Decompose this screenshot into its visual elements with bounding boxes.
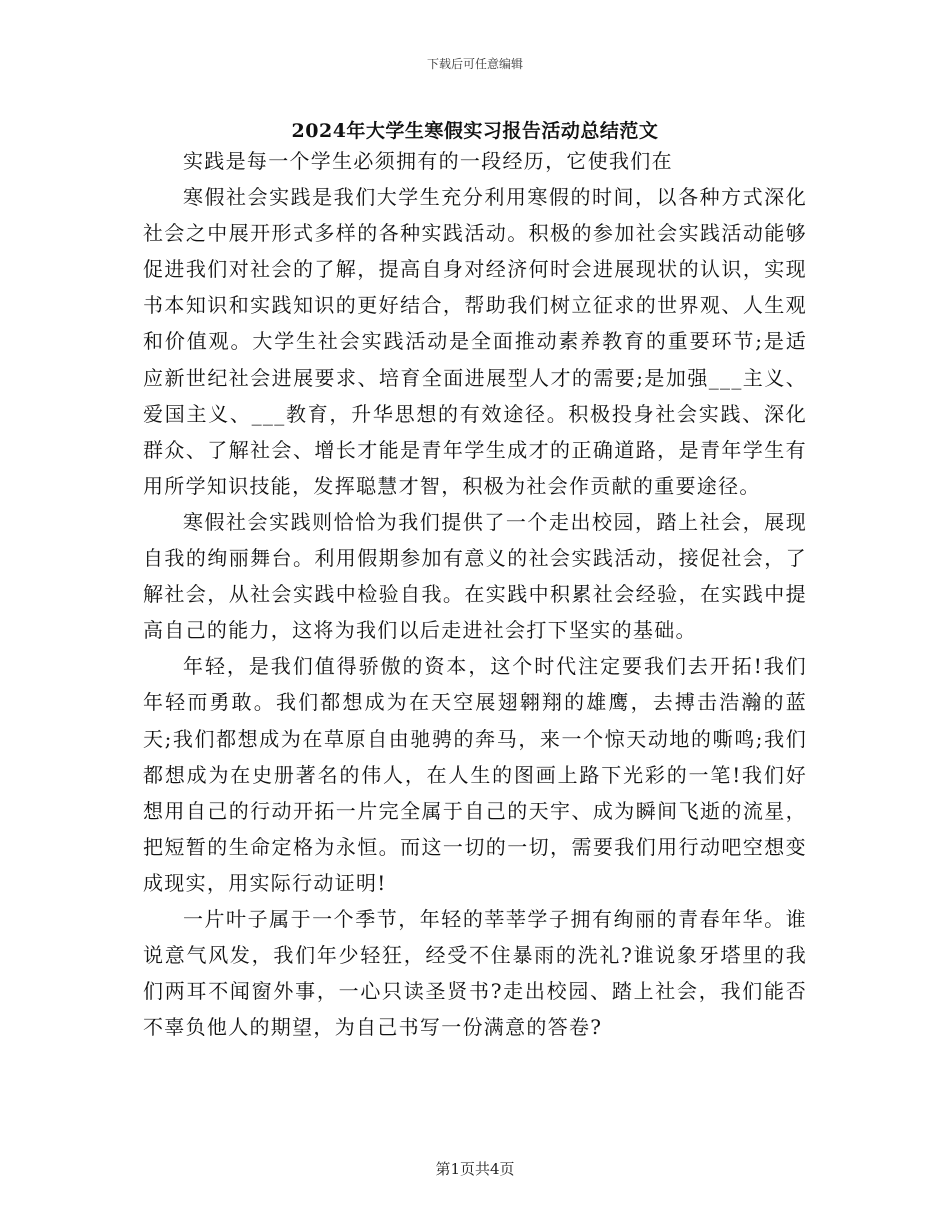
document-title: 2024年大学生寒假实习报告活动总结范文 [291, 120, 659, 142]
page-number: 第1页共4页 [435, 1160, 515, 1178]
paragraph: 寒假社会实践则恰恰为我们提供了一个走出校园，踏上社会，展现自我的绚丽舞台。利用假期参加有意义的社会实践活动，接促社会，了解社会，从社会实践中检验自我。在实践中积累社会经验，在实践中提高自己的能力，这将为我们以后走进社会打下坚实的基础。 [143, 509, 807, 643]
paragraph: 年轻，是我们值得骄傲的资本，这个时代注定要我们去开拓!我们年轻而勇敢。我们都想成为在天空展翅翱翔的雄鹰，去搏击浩瀚的蓝天;我们都想成为在草原自由驰骋的奔马，来一个惊天动地的嘶鸣;我们都想成为在史册著名的伟人，在人生的图画上路下光彩的一笔!我们好想用自己的行动开拓一片完全属于自己的天宇、成为瞬间飞逝的流星，把短暂的生命定格为永恒。而这一切的一切，需要我们用行动吧空想变成现实，用实际行动证明! [143, 654, 807, 895]
header-note: 下载后可任意编辑 [426, 57, 523, 71]
paragraph: 实践是每一个学生必须拥有的一段经历，它使我们在 [183, 149, 673, 173]
paragraph: 一片叶子属于一个季节，年轻的莘莘学子拥有绚丽的青春年华。谁说意气风发，我们年少轻狂，经受不住暴雨的洗礼?谁说象牙塔里的我们两耳不闻窗外事，一心只读圣贤书?走出校园、踏上社会，我们能否不辜负他人的期望，为自己书写一份满意的答卷? [143, 906, 807, 1040]
paragraph: 寒假社会实践是我们大学生充分利用寒假的时间，以各种方式深化社会之中展开形式多样的各种实践活动。积极的参加社会实践活动能够促进我们对社会的了解，提高自身对经济何时会进展现状的认识，实现书本知识和实践知识的更好结合，帮助我们树立征求的世界观、人生观和价值观。大学生社会实践活动是全面推动素养教育的重要环节;是适应新世纪社会进展要求、培育全面进展型人才的需要;是加强___主义、爱国主义、___教育，升华思想的有效途径。积极投身社会实践、深化群众、了解社会、增长才能是青年学生成才的正确道路，是青年学生有用所学知识技能，发挥聪慧才智，积极为社会作贡献的重要途径。 [143, 185, 807, 498]
document-body [143, 143, 807, 1045]
